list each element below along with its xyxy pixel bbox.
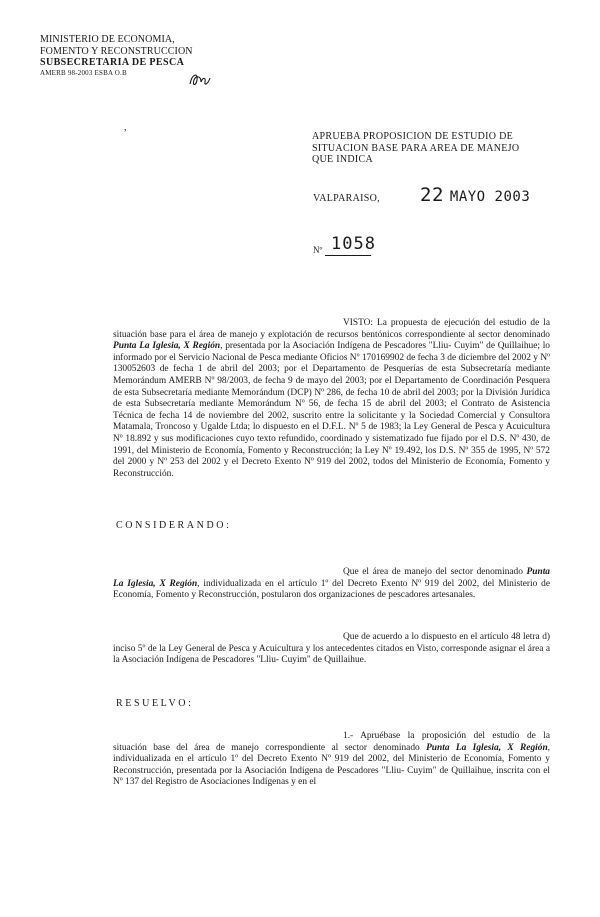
- header-reference: AMERB 98-2003 ESBA O.B: [40, 68, 127, 77]
- visto-intro: VISTO:: [343, 318, 374, 328]
- header-line-1: MINISTERIO DE ECONOMIA,: [40, 34, 175, 45]
- subject-line-3: QUE INDICA: [312, 154, 374, 165]
- considerando-paragraph-2: [113, 632, 550, 667]
- considerando-p1-sector: Punta La Iglesia, X Región: [113, 567, 550, 589]
- considerando-p1-a: Que el área de manejo del sector denominado: [343, 567, 527, 577]
- resuelvo-p1-b: , individualizada en el artículo 1º del Decreto Exento Nº 919 del 2002, del Ministerio de Economía, Fomento y Reconstrucción, presentada por la Asociación Indígena de Pescadores "Lliu- Cuyim" de Quillaihue, inscrita con el Nº 137 del Registro de Asociaciones Indígenas y en el: [113, 742, 551, 788]
- considerando-heading: CONSIDERANDO:: [116, 520, 232, 531]
- place: VALPARAISO,: [313, 193, 380, 204]
- date-stamp: [420, 184, 530, 206]
- header-line-3: SUBSECRETARIA DE PESCA: [40, 57, 185, 68]
- resolution-number: 1058: [331, 234, 376, 254]
- document-subject: [312, 131, 560, 166]
- number-underline: [325, 255, 371, 256]
- considerando-p1-b: , individualizada en el artículo 1º del Decreto Exento Nº 919 del 2002, del Ministerio de Economía, Fomento y Reconstrucción, postularon dos organizaciones de pescadores artesanales.: [113, 578, 550, 601]
- resuelvo-p1-a: 1.- Apruébase la proposición del estudio de la situación base del área de manejo correspondiente al sector denominado: [113, 731, 550, 753]
- considerando-p2: Que de acuerdo a lo dispuesto en el artículo 48 letra d) inciso 5º de la Ley General de Pesca y Acuicultura y los antecedentes citados en Visto, corresponde asignar el área a la Asociación Indígena de Pescadores "Lliu- Cuyim" de Quillaihue.: [113, 632, 550, 666]
- header-line-2: FOMENTO Y RECONSTRUCCION: [40, 45, 193, 57]
- subject-line-1: APRUEBA PROPOSICION DE ESTUDIO DE: [312, 131, 514, 142]
- visto-paragraph: [113, 318, 550, 480]
- considerando-paragraph-1: [113, 567, 550, 602]
- date-month-year: MAYO 2003: [449, 189, 531, 205]
- date-day: 22: [420, 184, 444, 206]
- resuelvo-heading: RESUELVO:: [116, 698, 194, 709]
- visto-text-2: , presentada por la Asociación Indígena de Pescadores "Lliu- Cuyim" de Quillaihue; lo informado por el Servicio Nacional de Pesca mediante Oficios Nº 170169902 de fecha 3 de diciembre del 2002 y Nº 130052603 de fecha 1 de abril del 2003; por el Departamento de Pesquerías de esta Subsecretaría mediante Memorándum AMERB Nº 98/2003, de fecha 9 de mayo del 2003; por el Departamento de Coordinación Pesquera de esta Subsecretaría mediante Memorándum (DCP) Nº 286, de fecha 10 de abril del 2003; por la División Jurídica de esta Subsecretaría mediante Memorándum Nº 56, de fecha 15 de abril del 2003; el Contrato de Asistencia Técnica de fecha 14 de noviembre del 2002, suscrito entre la solicitante y la Sociedad Comercial y Consultora Matamala, Troncoso y Ugalde Ltda; lo dispuesto en el D.F.L. Nº 5 de 1983; la Ley General de Pesca y Acuicultura Nº 18.892 y sus modificaciones cuyo texto refundido, coordinado y sistematizado fue fijado por el D.S. Nº 430, de 1991, del Ministerio de Economía, Fomento y Reconstrucción; la Ley Nº 19.492, los D.S. Nº 355 de 1995, Nº 572 del 2000 y Nº 253 del 2002 y el Decreto Exento Nº 919 del 2002, todos del Ministerio de Economía, Fomento y Reconstrucción.: [113, 341, 550, 479]
- subject-line-2: SITUACION BASE PARA AREA DE MANEJO: [312, 142, 520, 154]
- resuelvo-p1-sector: Punta La Iglesia, X Región: [426, 742, 548, 753]
- visto-sector: Punta La Iglesia, X Región: [113, 341, 221, 352]
- stray-mark: ,: [124, 122, 127, 133]
- handwritten-signature-icon: [186, 66, 214, 94]
- visto-text-1: La propuesta de ejecución del estudio de la situación base para el área de manejo y explotación de recursos bentónicos correspondiente al sector denominado: [113, 318, 550, 340]
- number-label: Nº: [313, 245, 323, 255]
- resuelvo-paragraph-1: [113, 731, 550, 789]
